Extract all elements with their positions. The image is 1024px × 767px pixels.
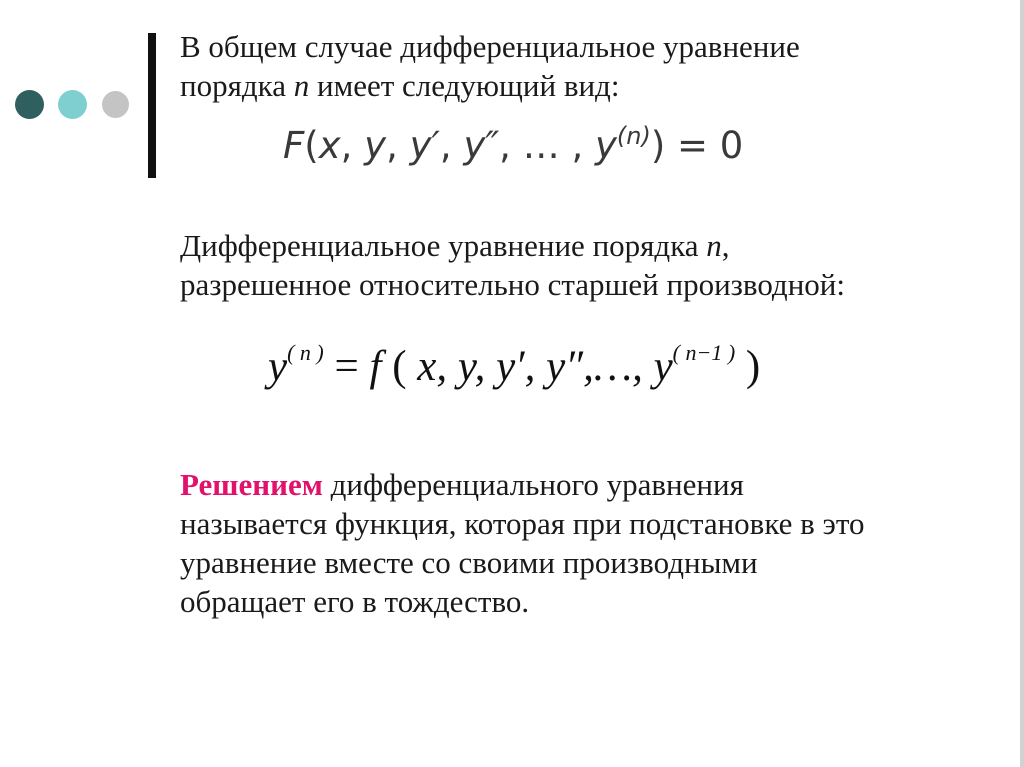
solution-line-2: называется функция, которая при подстановке в это (180, 506, 865, 541)
solution-line-4: обращает его в тождество. (180, 584, 530, 619)
eq1-comma-3: , (439, 124, 464, 167)
eq1-y: y (364, 124, 387, 167)
intro-line-1: В общем случае дифференциальное уравнение (180, 29, 800, 64)
eq2-function: f (369, 343, 382, 390)
resolved-line-1 (180, 226, 980, 265)
eq1-ellipsis: , … , (499, 124, 595, 167)
eq2-arguments: x, y, y′, y″,…, (417, 343, 654, 390)
intro-paragraph (180, 27, 980, 105)
eq1-close: ) = 0 (650, 124, 744, 167)
intro-line-2-suffix: имеет следующий вид: (309, 68, 620, 103)
eq2-equals: = (323, 343, 370, 390)
intro-line-2-prefix: порядка (180, 68, 294, 103)
eq1-comma-1: , (340, 124, 365, 167)
intro-line-2 (180, 66, 980, 105)
resolved-line-1-suffix: , (721, 228, 730, 263)
eq2-open-paren: ( (381, 343, 418, 390)
eq1-function: F (283, 124, 305, 167)
eq2-superscript-n: ( n ) (287, 340, 324, 365)
eq2-superscript-n-minus-1: ( n−1 ) (672, 340, 736, 365)
resolved-line-1-prefix: Дифференциальное уравнение порядка (180, 228, 707, 263)
resolved-order-variable: n (706, 228, 722, 263)
eq1-y-prime: y′ (409, 124, 440, 167)
eq1-x: x (318, 124, 341, 167)
order-variable: n (293, 68, 310, 103)
solution-line-3: уравнение вместе со своими производными (180, 545, 758, 580)
eq1-comma-2: , (386, 124, 410, 167)
resolved-equation (268, 342, 760, 391)
resolved-paragraph (180, 226, 980, 304)
eq2-y-last: y (653, 343, 673, 390)
grey-dot-icon (102, 91, 129, 118)
eq1-open-paren: ( (304, 124, 319, 167)
vertical-divider (148, 33, 156, 178)
eq2-y: y (268, 343, 288, 390)
solution-line-1-rest: дифференциального уравнения (322, 467, 744, 502)
resolved-line-2: разрешенное относительно старшей производной: (180, 267, 846, 302)
eq2-close-paren: ) (735, 343, 761, 390)
slide-right-edge (1020, 0, 1024, 767)
eq1-y-double-prime: y″ (463, 124, 500, 167)
general-equation (283, 124, 743, 167)
eq1-superscript: (n) (616, 122, 651, 150)
teal-dot-icon (58, 90, 87, 119)
solution-term: Решением (180, 467, 323, 502)
solution-line-1 (180, 465, 980, 504)
eq1-y-n: y (594, 124, 617, 167)
solution-paragraph (180, 465, 980, 621)
dark-dot-icon (15, 90, 44, 119)
